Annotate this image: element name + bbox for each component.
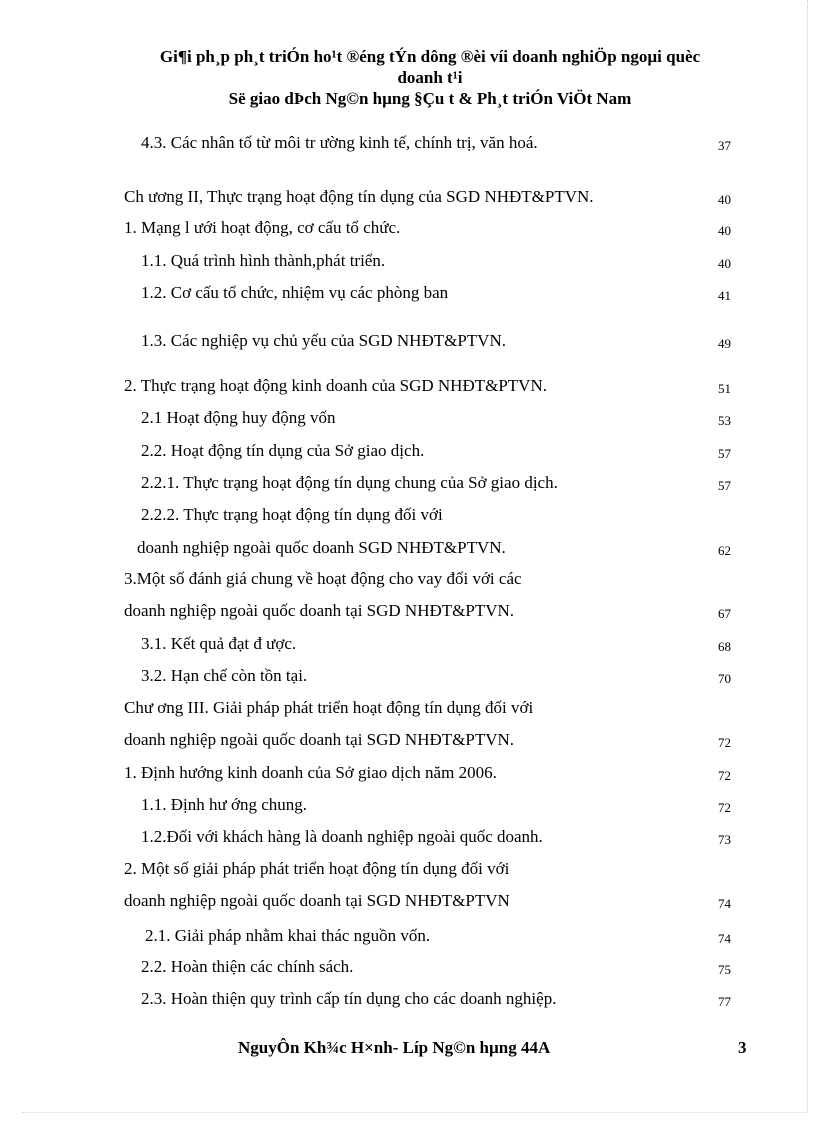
toc-entry xyxy=(0,728,816,752)
toc-entry-text: 1. Định hướng kinh doanh của Sở giao dịch năm 2006. xyxy=(124,763,497,782)
toc-entry-text: 4.3. Các nhân tố từ môi tr ường kinh tế, chính trị, văn hoá. xyxy=(141,133,538,152)
toc-entry xyxy=(0,664,816,688)
toc-entry-text: 1.3. Các nghiệp vụ chủ yếu của SGD NHĐT&PTVN. xyxy=(141,331,506,350)
toc-entry-page: 72 xyxy=(718,800,731,815)
toc-entry xyxy=(0,889,816,913)
toc-entry-page: 51 xyxy=(718,381,731,396)
toc-entry-page: 74 xyxy=(718,931,731,946)
toc-entry-text: 1.1. Định hư ớng chung. xyxy=(141,795,307,814)
header-title-line-3: Së giao dÞch Ng©n hµng §Çu t & Ph¸t triÓn ViÖt Nam xyxy=(228,89,632,108)
toc-entry-text: 1.1. Quá trình hình thành,phát triển. xyxy=(141,251,386,270)
toc-entry-text: 2.1 Hoạt động huy động vốn xyxy=(141,408,336,427)
header-title-line-1: Gi¶i ph¸p ph¸t triÓn ho¹t ®éng tÝn dông ®èi víi doanh nghiÖp ngoµi quèc xyxy=(159,47,701,66)
page-edge-vertical-divider xyxy=(807,0,808,1112)
toc-entry-page: 74 xyxy=(718,896,731,911)
toc-entry xyxy=(0,825,816,849)
toc-entry xyxy=(0,281,816,305)
toc-entry-page: 40 xyxy=(718,256,731,271)
footer-page-number: 3 xyxy=(738,1038,747,1057)
toc-entry-text: 2.2. Hoàn thiện các chính sách. xyxy=(141,957,354,976)
toc-entry-text: 2.1. Giải pháp nhằm khai thác nguồn vốn. xyxy=(145,926,431,945)
toc-entry xyxy=(0,406,816,430)
toc-entry-text: doanh nghiệp ngoài quốc doanh SGD NHĐT&PTVN. xyxy=(137,538,506,557)
toc-entry-text: 1. Mạng l ưới hoạt động, cơ cấu tổ chức. xyxy=(124,218,401,237)
toc-entry xyxy=(0,131,816,155)
toc-entry-text: doanh nghiệp ngoài quốc doanh tại SGD NHĐT&PTVN. xyxy=(124,730,515,749)
toc-entry-page: 41 xyxy=(718,288,731,303)
toc-entry xyxy=(0,567,816,591)
toc-entry-page: 49 xyxy=(718,336,731,351)
toc-entry-page: 57 xyxy=(718,446,731,461)
toc-entry xyxy=(0,696,816,720)
toc-entry-page: 57 xyxy=(718,478,731,493)
toc-entry xyxy=(0,471,816,495)
toc-entry-text: 3.Một số đánh giá chung về hoạt động cho vay đối với các xyxy=(124,569,522,588)
toc-entry-text: 2.2.2. Thực trạng hoạt động tín dụng đối với xyxy=(141,505,443,524)
toc-entry xyxy=(0,599,816,623)
toc-entry-page: 73 xyxy=(718,832,731,847)
toc-entry-text: 3.2. Hạn chế còn tồn tại. xyxy=(141,666,308,685)
toc-entry-text: 2.2. Hoạt động tín dụng của Sở giao dịch. xyxy=(141,441,425,460)
toc-entry xyxy=(0,249,816,273)
toc-entry-page: 62 xyxy=(718,543,731,558)
toc-entry-text: 2.3. Hoàn thiện quy trình cấp tín dụng cho các doanh nghiệp. xyxy=(141,989,557,1008)
footer-author: NguyÔn Kh¾c H×nh- Líp Ng©n hµng 44A xyxy=(238,1038,551,1057)
toc-entry-page: 40 xyxy=(718,192,731,207)
toc-entry-text: doanh nghiệp ngoài quốc doanh tại SGD NHĐT&PTVN xyxy=(124,891,510,910)
toc-entry xyxy=(0,924,816,948)
toc-entry xyxy=(0,761,816,785)
document-footer xyxy=(0,1036,816,1060)
toc-entry-page: 75 xyxy=(718,962,731,977)
toc-entry-text: 3.1. Kết quả đạt đ ược. xyxy=(141,634,297,653)
toc-entry-text: 2.2.1. Thực trạng hoạt động tín dụng chung của Sở giao dịch. xyxy=(141,473,558,492)
toc-entry-page: 72 xyxy=(718,735,731,750)
toc-entry-page: 40 xyxy=(718,223,731,238)
header-title-line-2: doanh t¹i xyxy=(397,68,463,87)
toc-entry-text: 1.2. Cơ cấu tổ chức, nhiệm vụ các phòng ban xyxy=(141,283,449,302)
toc-entry-page: 68 xyxy=(718,639,731,654)
toc-entry xyxy=(0,793,816,817)
toc-entry-page: 77 xyxy=(718,994,731,1009)
toc-entry-text: Chư ơng III. Giải pháp phát triển hoạt động tín dụng đối với xyxy=(124,698,534,717)
toc-entry xyxy=(0,503,816,527)
toc-entry-text: 2. Thực trạng hoạt động kinh doanh của SGD NHĐT&PTVN. xyxy=(124,376,547,395)
toc-entry xyxy=(0,374,816,398)
toc-entry-text: 2. Một số giải pháp phát triển hoạt động tín dụng đối với xyxy=(124,859,510,878)
toc-entry xyxy=(0,439,816,463)
toc-entry xyxy=(0,216,816,240)
toc-entry-page: 37 xyxy=(718,138,731,153)
toc-entry-page: 67 xyxy=(718,606,731,621)
page-edge-horizontal-divider xyxy=(22,1112,808,1113)
toc-entry-text: doanh nghiệp ngoài quốc doanh tại SGD NHĐT&PTVN. xyxy=(124,601,515,620)
toc-entry xyxy=(0,185,816,209)
toc-entry-text: 1.2.Đối với khách hàng là doanh nghiệp ngoài quốc doanh. xyxy=(141,827,543,846)
toc-entry xyxy=(0,987,816,1011)
toc-entry xyxy=(0,329,816,353)
toc-entry xyxy=(0,857,816,881)
toc-entry-page: 70 xyxy=(718,671,731,686)
toc-entry-page: 72 xyxy=(718,768,731,783)
toc-entry-text: Ch ương II, Thực trạng hoạt động tín dụng của SGD NHĐT&PTVN. xyxy=(124,187,594,206)
toc-entry xyxy=(0,955,816,979)
toc-entry xyxy=(0,632,816,656)
toc-entry-page: 53 xyxy=(718,413,731,428)
toc-entry xyxy=(0,536,816,560)
